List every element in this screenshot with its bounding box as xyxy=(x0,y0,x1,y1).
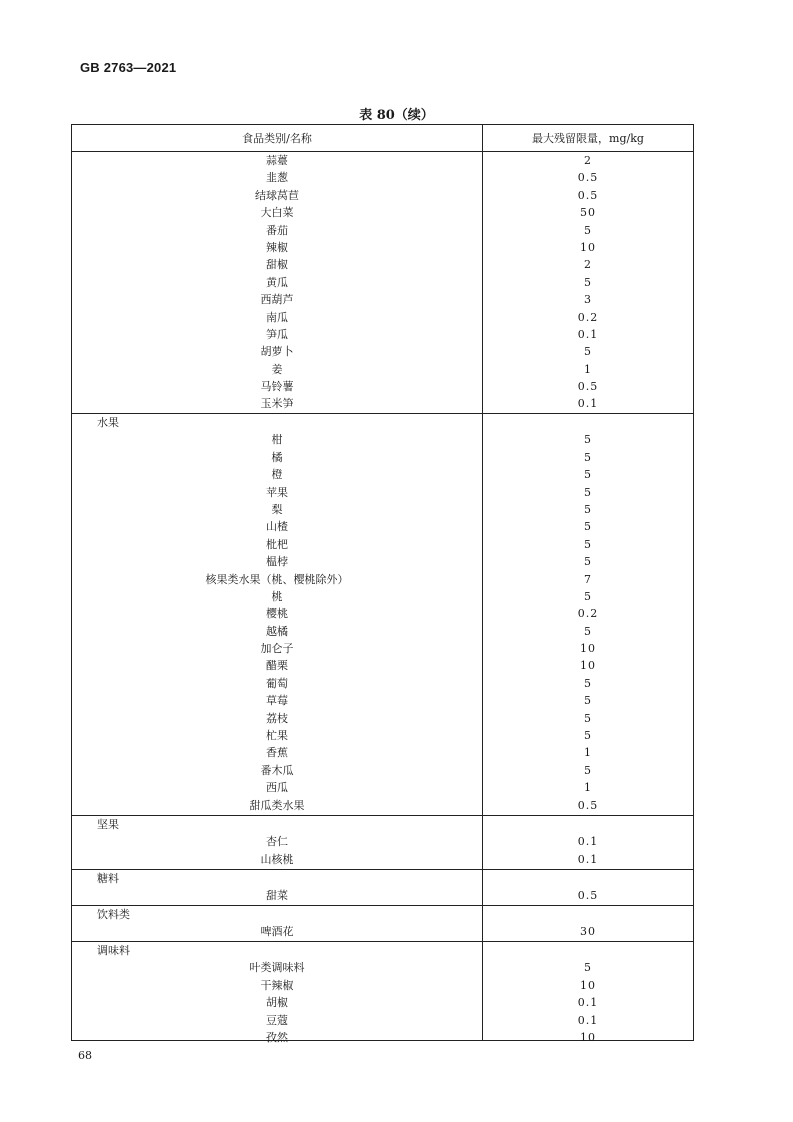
table-row xyxy=(72,536,693,553)
limit-value-cell: 5 xyxy=(584,485,592,499)
limit-value-cell: 5 xyxy=(584,223,592,237)
limit-value-cell: 5 xyxy=(584,729,592,743)
table-row xyxy=(72,395,693,412)
food-name-cell: 啤酒花 xyxy=(260,925,294,939)
table-row xyxy=(72,710,693,727)
table-row xyxy=(72,187,693,204)
fruit-rows xyxy=(72,431,693,814)
limit-value-cell: 10 xyxy=(580,659,596,673)
table-row xyxy=(72,623,693,640)
category-label-fruit: 水果 xyxy=(97,416,119,429)
table-row xyxy=(72,692,693,709)
table-row xyxy=(72,675,693,692)
food-name-cell: 西葫芦 xyxy=(260,293,294,307)
food-name-cell: 黄瓜 xyxy=(266,275,288,289)
food-name-cell: 桃 xyxy=(271,589,283,603)
food-name-cell: 枇杷 xyxy=(266,537,288,551)
table-row xyxy=(72,553,693,570)
food-name-cell: 结球莴苣 xyxy=(255,188,299,202)
food-name-cell: 山楂 xyxy=(266,520,288,534)
table-row xyxy=(72,1029,693,1046)
table-row xyxy=(72,343,693,360)
food-name-cell: 辣椒 xyxy=(266,240,288,254)
table-row xyxy=(72,309,693,326)
section-nuts xyxy=(72,816,693,868)
food-name-cell: 草莓 xyxy=(266,694,288,708)
table-row xyxy=(72,431,693,448)
food-name-cell: 葡萄 xyxy=(266,676,288,690)
table-row xyxy=(72,291,693,308)
food-name-cell: 醋栗 xyxy=(266,659,288,673)
table-row xyxy=(72,959,693,976)
food-name-cell: 荔枝 xyxy=(266,711,288,725)
limit-value-cell: 5 xyxy=(584,589,592,603)
limit-value-cell: 0.2 xyxy=(577,310,599,324)
table-row xyxy=(72,204,693,221)
food-name-cell: 越橘 xyxy=(266,624,288,638)
food-name-cell: 胡椒 xyxy=(266,996,288,1010)
limit-value-cell: 2 xyxy=(584,258,592,272)
section-vegetables xyxy=(72,152,693,413)
section-sugar-crops xyxy=(72,870,693,905)
standard-code: GB 2763—2021 xyxy=(80,60,177,75)
limit-value-cell: 30 xyxy=(580,925,596,939)
table-row xyxy=(72,833,693,850)
limit-value-cell: 0.5 xyxy=(577,889,599,903)
beverages-rows xyxy=(72,923,693,940)
limit-value-cell: 7 xyxy=(584,572,592,586)
food-name-cell: 干辣椒 xyxy=(260,978,294,992)
table-row xyxy=(72,256,693,273)
food-name-cell: 胡萝卜 xyxy=(260,345,294,359)
table-row xyxy=(72,239,693,256)
food-name-cell: 杏仁 xyxy=(266,835,288,849)
table-row xyxy=(72,518,693,535)
category-label-nuts: 坚果 xyxy=(97,818,119,831)
table-row xyxy=(72,361,693,378)
table-row xyxy=(72,501,693,518)
limit-value-cell: 1 xyxy=(584,746,592,760)
limit-value-cell: 5 xyxy=(584,537,592,551)
table-row xyxy=(72,657,693,674)
table-row xyxy=(72,994,693,1011)
section-fruit xyxy=(72,414,693,814)
limit-value-cell: 5 xyxy=(584,555,592,569)
food-name-cell: 杧果 xyxy=(266,729,288,743)
nuts-rows xyxy=(72,833,693,868)
limit-value-cell: 0.5 xyxy=(577,798,599,812)
table-row xyxy=(72,449,693,466)
food-name-cell: 樱桃 xyxy=(266,607,288,621)
food-name-cell: 榅桲 xyxy=(266,555,288,569)
table-row xyxy=(72,169,693,186)
table-row xyxy=(72,977,693,994)
limit-value-cell: 5 xyxy=(584,961,592,975)
table-row xyxy=(72,851,693,868)
limit-value-cell: 0.1 xyxy=(577,327,599,341)
table-row xyxy=(72,588,693,605)
limit-value-cell: 0.1 xyxy=(577,835,599,849)
food-name-cell: 橘 xyxy=(271,450,283,464)
limit-value-cell: 10 xyxy=(580,1030,596,1044)
table-row xyxy=(72,484,693,501)
limit-value-cell: 5 xyxy=(584,433,592,447)
limit-value-cell: 3 xyxy=(584,293,592,307)
food-name-cell: 苹果 xyxy=(266,485,288,499)
limit-value-cell: 0.1 xyxy=(577,996,599,1010)
limit-value-cell: 5 xyxy=(584,624,592,638)
food-name-cell: 番木瓜 xyxy=(260,763,294,777)
category-label-condiments: 调味料 xyxy=(97,944,130,957)
table-row xyxy=(72,605,693,622)
limit-value-cell: 0.2 xyxy=(577,607,599,621)
limit-value-cell: 10 xyxy=(580,978,596,992)
food-name-cell: 甜瓜类水果 xyxy=(249,798,305,812)
section-beverages xyxy=(72,906,693,941)
table-row xyxy=(72,640,693,657)
limit-value-cell: 0.1 xyxy=(577,852,599,866)
limit-value-cell: 5 xyxy=(584,711,592,725)
food-name-cell: 橙 xyxy=(271,468,283,482)
table-row xyxy=(72,797,693,814)
food-name-cell: 甜菜 xyxy=(266,889,288,903)
table-title: 表 80（续） xyxy=(359,108,434,123)
table-row xyxy=(72,571,693,588)
food-name-cell: 甜椒 xyxy=(266,258,288,272)
table-row xyxy=(72,887,693,904)
column-header-value: 最大残留限量，mg/kg xyxy=(532,132,644,145)
table-row xyxy=(72,326,693,343)
limit-value-cell: 5 xyxy=(584,450,592,464)
food-name-cell: 山核桃 xyxy=(260,852,294,866)
food-name-cell: 香蕉 xyxy=(266,746,288,760)
limit-value-cell: 50 xyxy=(580,206,596,220)
column-header-name: 食品类别/名称 xyxy=(242,132,312,145)
limit-value-cell: 5 xyxy=(584,763,592,777)
category-label-beverages: 饮料类 xyxy=(97,908,130,921)
table-row xyxy=(72,222,693,239)
table-header-row xyxy=(72,125,693,151)
food-name-cell: 玉米笋 xyxy=(260,397,294,411)
residue-limit-table xyxy=(71,124,694,1044)
table-row xyxy=(72,727,693,744)
limit-value-cell: 10 xyxy=(580,240,596,254)
limit-value-cell: 1 xyxy=(584,781,592,795)
limit-value-cell: 5 xyxy=(584,468,592,482)
limit-value-cell: 5 xyxy=(584,502,592,516)
limit-value-cell: 5 xyxy=(584,520,592,534)
food-name-cell: 蒜薹 xyxy=(266,154,288,167)
sugar-crops-rows xyxy=(72,887,693,904)
limit-value-cell: 0.5 xyxy=(577,380,599,394)
limit-value-cell: 1 xyxy=(584,362,592,376)
food-name-cell: 番茄 xyxy=(266,223,288,237)
food-name-cell: 孜然 xyxy=(266,1030,288,1044)
food-name-cell: 南瓜 xyxy=(266,310,288,324)
limit-value-cell: 5 xyxy=(584,694,592,708)
table-row xyxy=(72,274,693,291)
food-name-cell: 韭葱 xyxy=(266,171,288,185)
table-row xyxy=(72,762,693,779)
condiments-rows xyxy=(72,959,693,1046)
table-row xyxy=(72,378,693,395)
section-condiments xyxy=(72,942,693,1046)
limit-value-cell: 5 xyxy=(584,345,592,359)
limit-value-cell: 0.5 xyxy=(577,171,599,185)
food-name-cell: 大白菜 xyxy=(260,206,294,220)
table-row xyxy=(72,152,693,169)
limit-value-cell: 0.1 xyxy=(577,1013,599,1027)
food-name-cell: 姜 xyxy=(271,362,283,376)
food-name-cell: 马铃薯 xyxy=(260,380,294,394)
table-row xyxy=(72,466,693,483)
limit-value-cell: 0.5 xyxy=(577,188,599,202)
food-name-cell: 豆蔻 xyxy=(266,1013,288,1027)
table-row xyxy=(72,923,693,940)
table-row xyxy=(72,779,693,796)
limit-value-cell: 10 xyxy=(580,642,596,656)
limit-value-cell: 0.1 xyxy=(577,397,599,411)
food-name-cell: 核果类水果（桃、樱桃除外） xyxy=(205,572,349,586)
page-number: 68 xyxy=(78,1049,92,1062)
food-name-cell: 西瓜 xyxy=(266,781,288,795)
food-name-cell: 笋瓜 xyxy=(266,327,288,341)
food-name-cell: 加仑子 xyxy=(260,642,294,656)
category-label-sugar-crops: 糖料 xyxy=(97,872,119,885)
limit-value-cell: 5 xyxy=(584,676,592,690)
limit-value-cell: 2 xyxy=(584,154,592,167)
food-name-cell: 柑 xyxy=(271,433,283,447)
food-name-cell: 梨 xyxy=(271,502,283,516)
table-row xyxy=(72,744,693,761)
table-row xyxy=(72,1012,693,1029)
food-name-cell: 叶类调味料 xyxy=(249,961,305,975)
limit-value-cell: 5 xyxy=(584,275,592,289)
